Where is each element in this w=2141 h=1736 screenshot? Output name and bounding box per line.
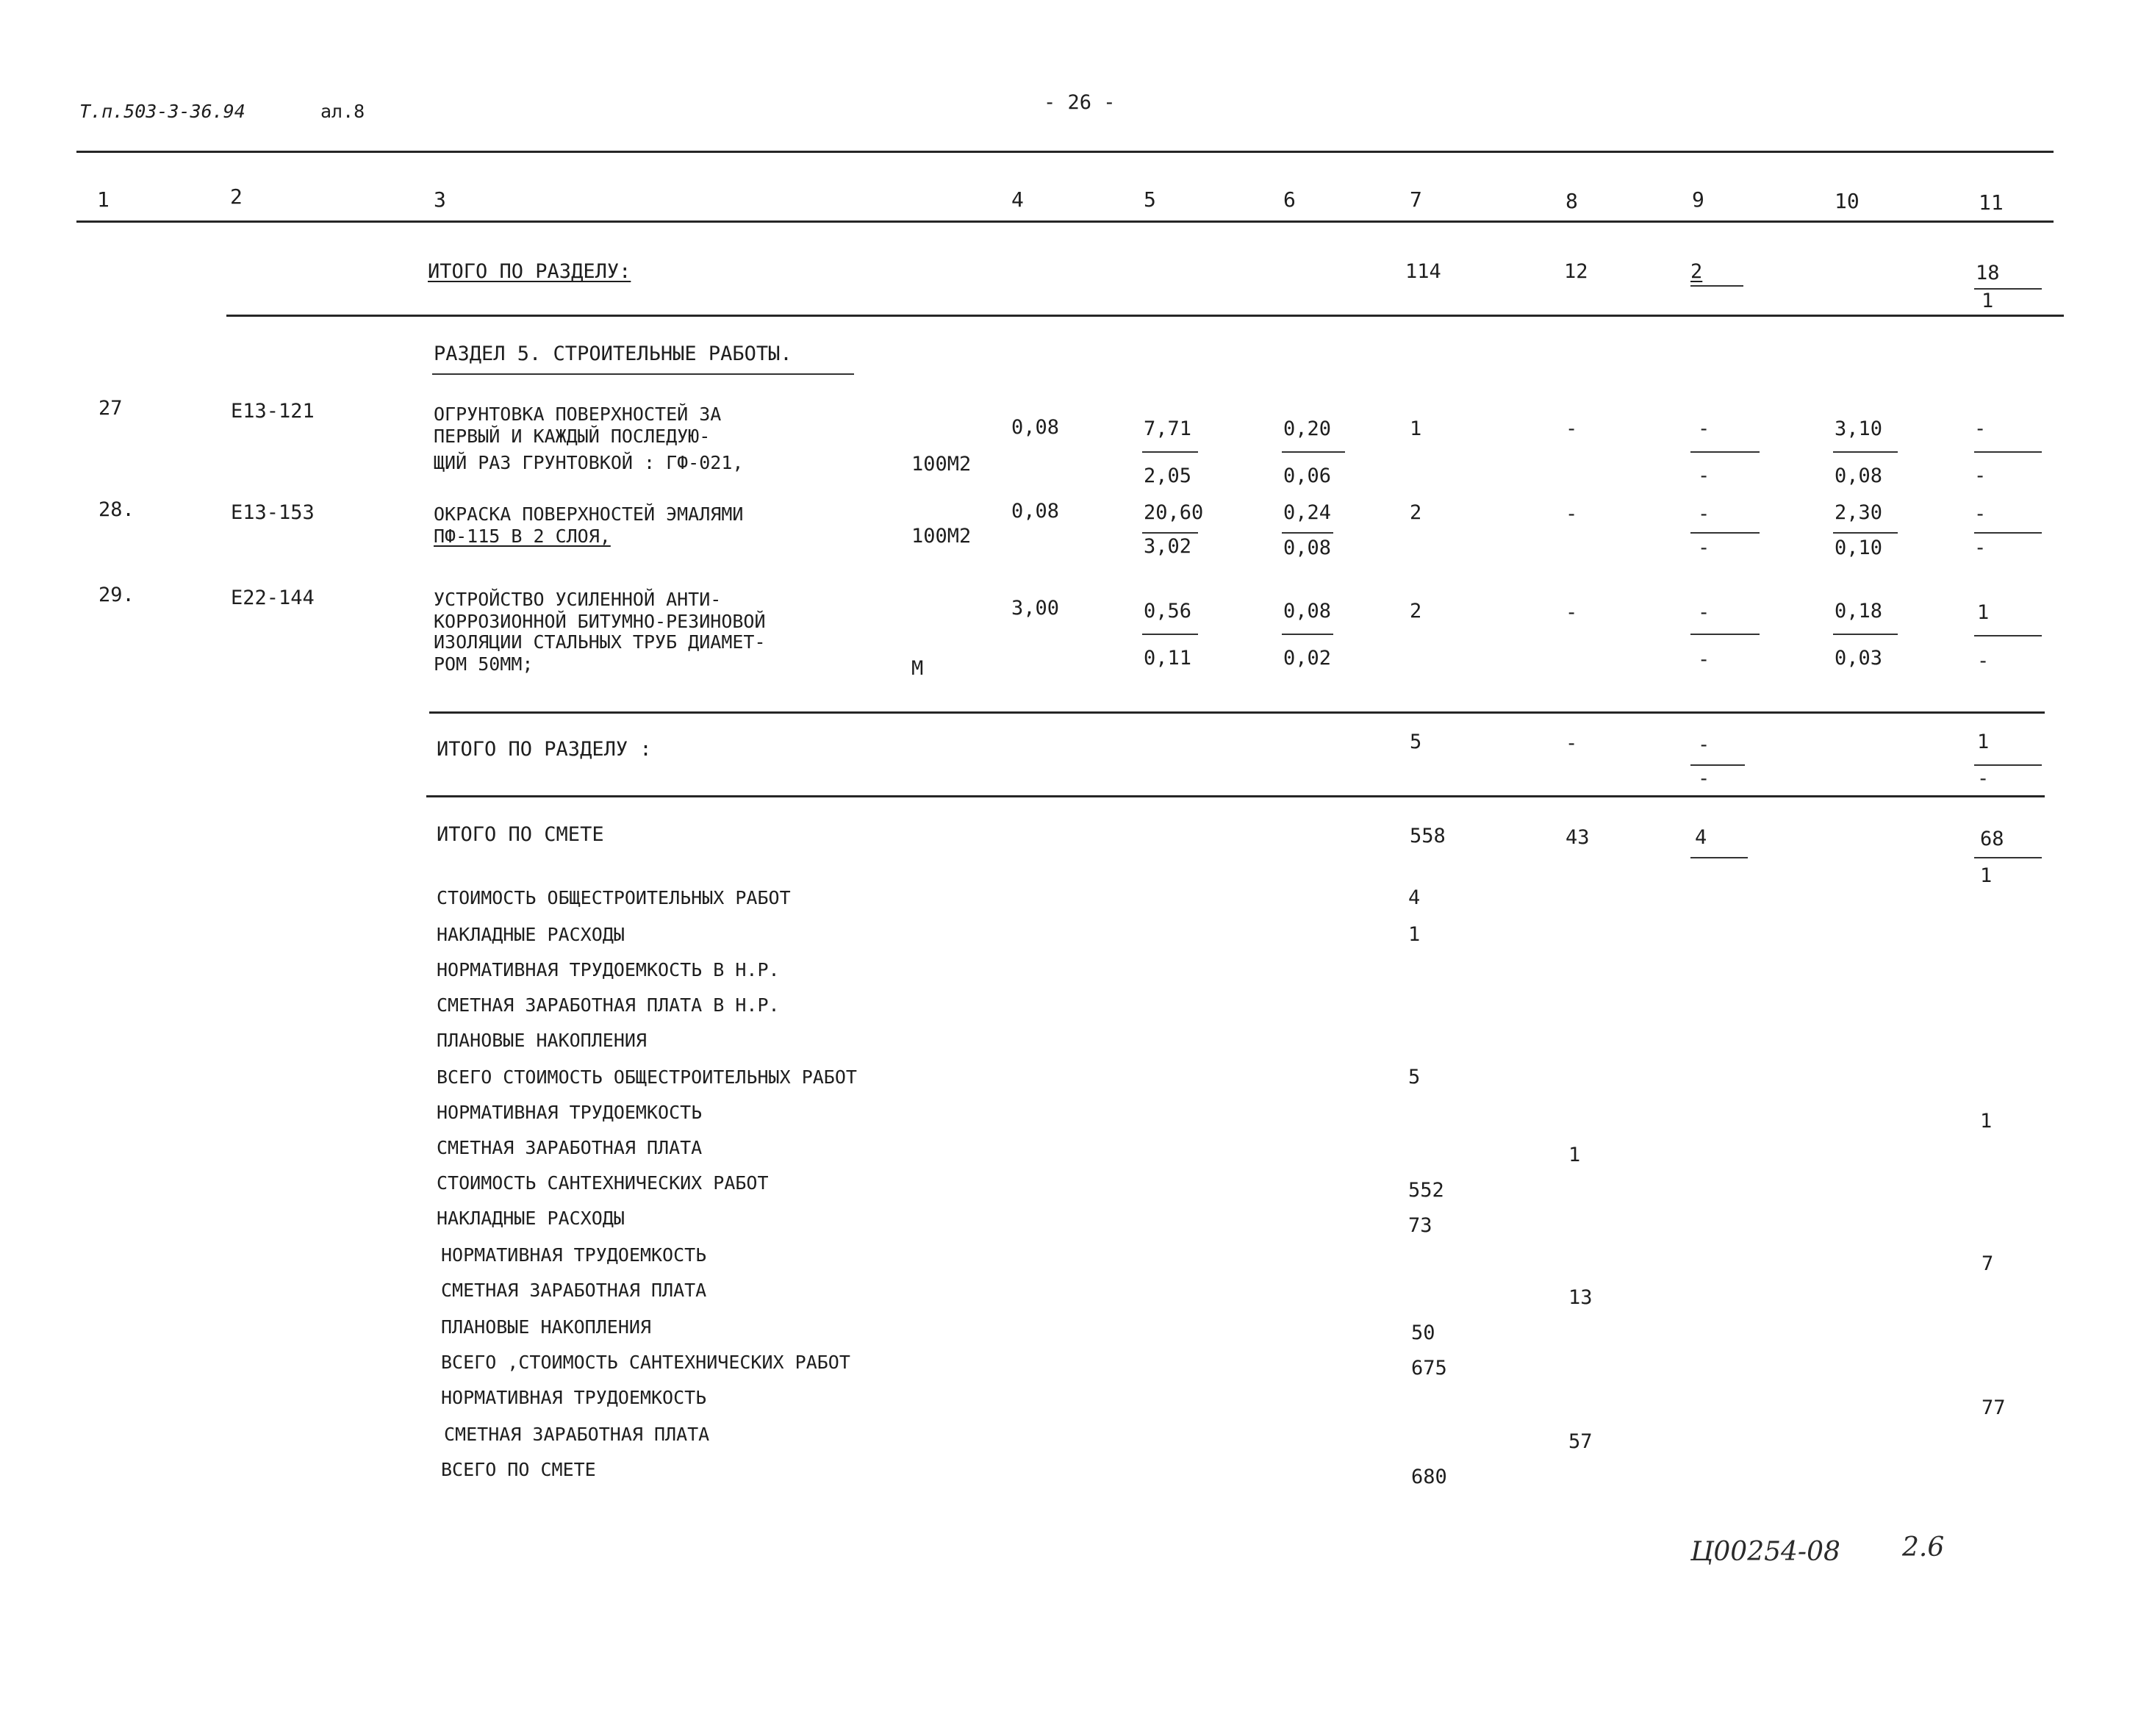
col5-bottom: 3,02 (1144, 535, 1192, 558)
column-number: 6 (1283, 187, 1296, 212)
summary-label: СМЕТНАЯ ЗАРАБОТНАЯ ПЛАТА (441, 1280, 707, 1301)
summary-label: НАКЛАДНЫЕ РАСХОДЫ (437, 1208, 625, 1229)
row-code: Е13-153 (231, 501, 315, 524)
fraction-line (1282, 532, 1333, 534)
column-number: 3 (434, 187, 446, 212)
fraction-line (1690, 634, 1760, 635)
column-number: 2 (230, 184, 243, 209)
col10-top: 0,18 (1835, 600, 1883, 623)
fraction-line (1142, 532, 1198, 534)
col7-value: 1 (1410, 417, 1422, 440)
fraction-line (1690, 451, 1760, 453)
top-rule (76, 151, 2054, 153)
col11-top: - (1974, 417, 1987, 440)
summary-col7: 552 (1408, 1179, 1444, 1202)
summary-col8: 1 (1568, 1144, 1581, 1166)
col6-bottom: 0,06 (1283, 465, 1332, 487)
header-rule (76, 220, 2054, 223)
summary-label: СМЕТНАЯ ЗАРАБОТНАЯ ПЛАТА (437, 1137, 703, 1158)
total-col9-bottom: - (1698, 767, 1710, 790)
row-description: УСТРОЙСТВО УСИЛЕННОЙ АНТИ- (434, 589, 722, 610)
col9-top: - (1698, 601, 1710, 624)
summary-col7: 73 (1408, 1214, 1432, 1237)
total-col7: 558 (1410, 825, 1446, 847)
summary-label: СМЕТНАЯ ЗАРАБОТНАЯ ПЛАТА В Н.Р. (437, 994, 780, 1016)
total-col9-top: - (1698, 734, 1710, 756)
row-description: ПЕРВЫЙ И КАЖДЫЙ ПОСЛЕДУЮ- (434, 426, 711, 447)
col5-top: 0,56 (1144, 600, 1192, 623)
col10-top: 2,30 (1835, 501, 1883, 524)
summary-label: СМЕТНАЯ ЗАРАБОТНАЯ ПЛАТА (444, 1424, 710, 1445)
col10-bottom: 0,08 (1835, 465, 1883, 487)
fraction-line (1833, 634, 1898, 635)
col11-top: - (1974, 503, 1987, 526)
total-col7: 5 (1410, 731, 1422, 753)
document-id: Т.п.503-3-36.94 (79, 101, 245, 122)
summary-label: НОРМАТИВНАЯ ТРУДОЕМКОСТЬ (441, 1387, 707, 1408)
row-code: Е13-121 (231, 400, 315, 423)
summary-col7: 680 (1411, 1466, 1447, 1488)
total-col9: 4 (1695, 826, 1707, 849)
column-number: 5 (1144, 187, 1156, 212)
handwritten-sheet-number: 2.6 (1902, 1532, 1945, 1563)
page-number: - 26 - (1044, 91, 1116, 114)
row-description: КОРРОЗИОННОЙ БИТУМНО-РЕЗИНОВОЙ (434, 611, 766, 632)
column-number: 11 (1979, 190, 2004, 215)
col5-bottom: 0,11 (1144, 647, 1192, 670)
total-label: ИТОГО ПО СМЕТЕ (437, 823, 604, 846)
row-code: Е22-144 (231, 587, 315, 609)
column-number: 4 (1011, 187, 1024, 212)
col6-bottom: 0,08 (1283, 537, 1332, 559)
col11-bottom: - (1977, 650, 1990, 672)
fraction-line (1142, 634, 1198, 635)
col9-bottom: - (1698, 537, 1710, 559)
summary-label: ВСЕГО СТОИМОСТЬ ОБЩЕСТРОИТЕЛЬНЫХ РАБОТ (437, 1066, 857, 1088)
col8-value: - (1566, 417, 1578, 440)
col6-top: 0,20 (1283, 417, 1332, 440)
summary-col11: 1 (1980, 1110, 1993, 1133)
column-number: 1 (97, 187, 110, 212)
summary-label: НАКЛАДНЫЕ РАСХОДЫ (437, 924, 625, 945)
col5-top: 20,60 (1144, 501, 1204, 524)
fraction-line (1833, 451, 1898, 453)
col7-value: 2 (1410, 600, 1422, 623)
total-col11-bottom: - (1977, 767, 1990, 790)
col5-bottom: 2,05 (1144, 465, 1192, 487)
col6-top: 0,24 (1283, 501, 1332, 524)
row-number: 28. (98, 498, 135, 521)
column-number: 9 (1692, 187, 1704, 212)
summary-label: СТОИМОСТЬ ОБЩЕСТРОИТЕЛЬНЫХ РАБОТ (437, 887, 791, 908)
fraction-line (1282, 634, 1333, 635)
fraction-line (1690, 764, 1745, 766)
summary-label: НОРМАТИВНАЯ ТРУДОЕМКОСТЬ В Н.Р. (437, 959, 780, 980)
summary-col7: 1 (1408, 923, 1421, 946)
col11-bottom: - (1974, 537, 1987, 559)
col6-bottom: 0,02 (1283, 647, 1332, 670)
fraction-line (1690, 285, 1743, 287)
fraction-line (1282, 451, 1345, 453)
row-quantity: 0,08 (1011, 416, 1060, 439)
row-description: ИЗОЛЯЦИИ СТАЛЬНЫХ ТРУБ ДИАМЕТ- (434, 631, 766, 653)
fraction-line (1833, 532, 1898, 534)
column-number: 8 (1566, 189, 1578, 213)
col9-top: - (1698, 417, 1710, 440)
col9-bottom: - (1698, 465, 1710, 487)
col9-top: - (1698, 503, 1710, 526)
summary-label: ПЛАНОВЫЕ НАКОПЛЕНИЯ (437, 1030, 647, 1051)
col5-top: 7,71 (1144, 417, 1192, 440)
summary-col8: 13 (1568, 1286, 1593, 1309)
row-description: РОМ 50ММ; (434, 653, 534, 675)
summary-label: ВСЕГО ,СТОИМОСТЬ САНТЕХНИЧЕСКИХ РАБОТ (441, 1352, 850, 1373)
row-quantity: 3,00 (1011, 597, 1060, 620)
summary-col8: 57 (1568, 1430, 1593, 1453)
section-title-underline (432, 373, 854, 375)
col7-value: 2 (1410, 501, 1422, 524)
section-title: РАЗДЕЛ 5. СТРОИТЕЛЬНЫЕ РАБОТЫ. (434, 342, 792, 365)
row-description: ПФ-115 В 2 СЛОЯ, (434, 526, 611, 547)
column-number: 7 (1410, 187, 1422, 212)
summary-label: НОРМАТИВНАЯ ТРУДОЕМКОСТЬ (437, 1102, 703, 1123)
summary-col7: 50 (1411, 1321, 1435, 1344)
fraction-line (1974, 764, 2042, 766)
row-unit: М (911, 657, 924, 680)
col11-top: 1 (1977, 601, 1990, 624)
fraction-line (1974, 532, 2042, 534)
total-label: ИТОГО ПО РАЗДЕЛУ : (437, 738, 652, 761)
total-col11-top: 68 (1980, 828, 2004, 850)
fraction-line (1142, 451, 1198, 453)
col9-bottom: - (1698, 648, 1710, 671)
summary-label: ПЛАНОВЫЕ НАКОПЛЕНИЯ (441, 1316, 651, 1338)
total-col11-bottom: 1 (1980, 864, 1993, 887)
row-description: ОГРУНТОВКА ПОВЕРХНОСТЕЙ ЗА (434, 403, 722, 425)
col8-value: - (1566, 601, 1578, 624)
row-unit: 100М2 (911, 525, 972, 548)
summary-label: НОРМАТИВНАЯ ТРУДОЕМКОСТЬ (441, 1244, 707, 1266)
section-rule (226, 315, 2064, 317)
row-number: 29. (98, 584, 135, 606)
summary-col7: 4 (1408, 886, 1421, 909)
total-label: ИТОГО ПО РАЗДЕЛУ: (428, 260, 631, 283)
total-col8: 43 (1566, 826, 1590, 849)
total-col11-bottom: 1 (1982, 290, 1994, 312)
summary-col11: 77 (1982, 1396, 2006, 1419)
fraction-line (1974, 635, 2042, 636)
total-col7: 114 (1405, 260, 1441, 283)
row-description: ОКРАСКА ПОВЕРХНОСТЕЙ ЭМАЛЯМИ (434, 503, 744, 525)
row-description: ЩИЙ РАЗ ГРУНТОВКОЙ : ГФ-021, (434, 452, 744, 473)
fraction-line (1974, 857, 2042, 858)
total-col8: 12 (1564, 260, 1588, 283)
album-number: ал.8 (320, 101, 365, 122)
totals-rule (426, 795, 2045, 797)
total-col11-top: 18 (1976, 262, 2000, 284)
summary-col7: 675 (1411, 1357, 1447, 1380)
row-unit: 100М2 (911, 453, 972, 476)
row-number: 27 (98, 397, 123, 420)
col8-value: - (1566, 503, 1578, 526)
handwritten-inventory-code: Ц00254-08 (1690, 1537, 1840, 1567)
total-col8: - (1566, 732, 1578, 755)
summary-label: СТОИМОСТЬ САНТЕХНИЧЕСКИХ РАБОТ (437, 1172, 769, 1194)
col6-top: 0,08 (1283, 600, 1332, 623)
column-number: 10 (1835, 189, 1860, 213)
fraction-line (1690, 857, 1748, 858)
section-end-rule (429, 711, 2045, 714)
summary-label: ВСЕГО ПО СМЕТЕ (441, 1459, 596, 1480)
row-quantity: 0,08 (1011, 500, 1060, 523)
col10-top: 3,10 (1835, 417, 1883, 440)
fraction-line (1690, 532, 1760, 534)
total-col9: 2 (1690, 260, 1703, 283)
col10-bottom: 0,03 (1835, 647, 1883, 670)
fraction-line (1974, 451, 2042, 453)
summary-col11: 7 (1982, 1252, 1994, 1275)
col11-bottom: - (1974, 465, 1987, 487)
summary-col7: 5 (1408, 1066, 1421, 1088)
total-col11-top: 1 (1977, 731, 1990, 753)
col10-bottom: 0,10 (1835, 537, 1883, 559)
